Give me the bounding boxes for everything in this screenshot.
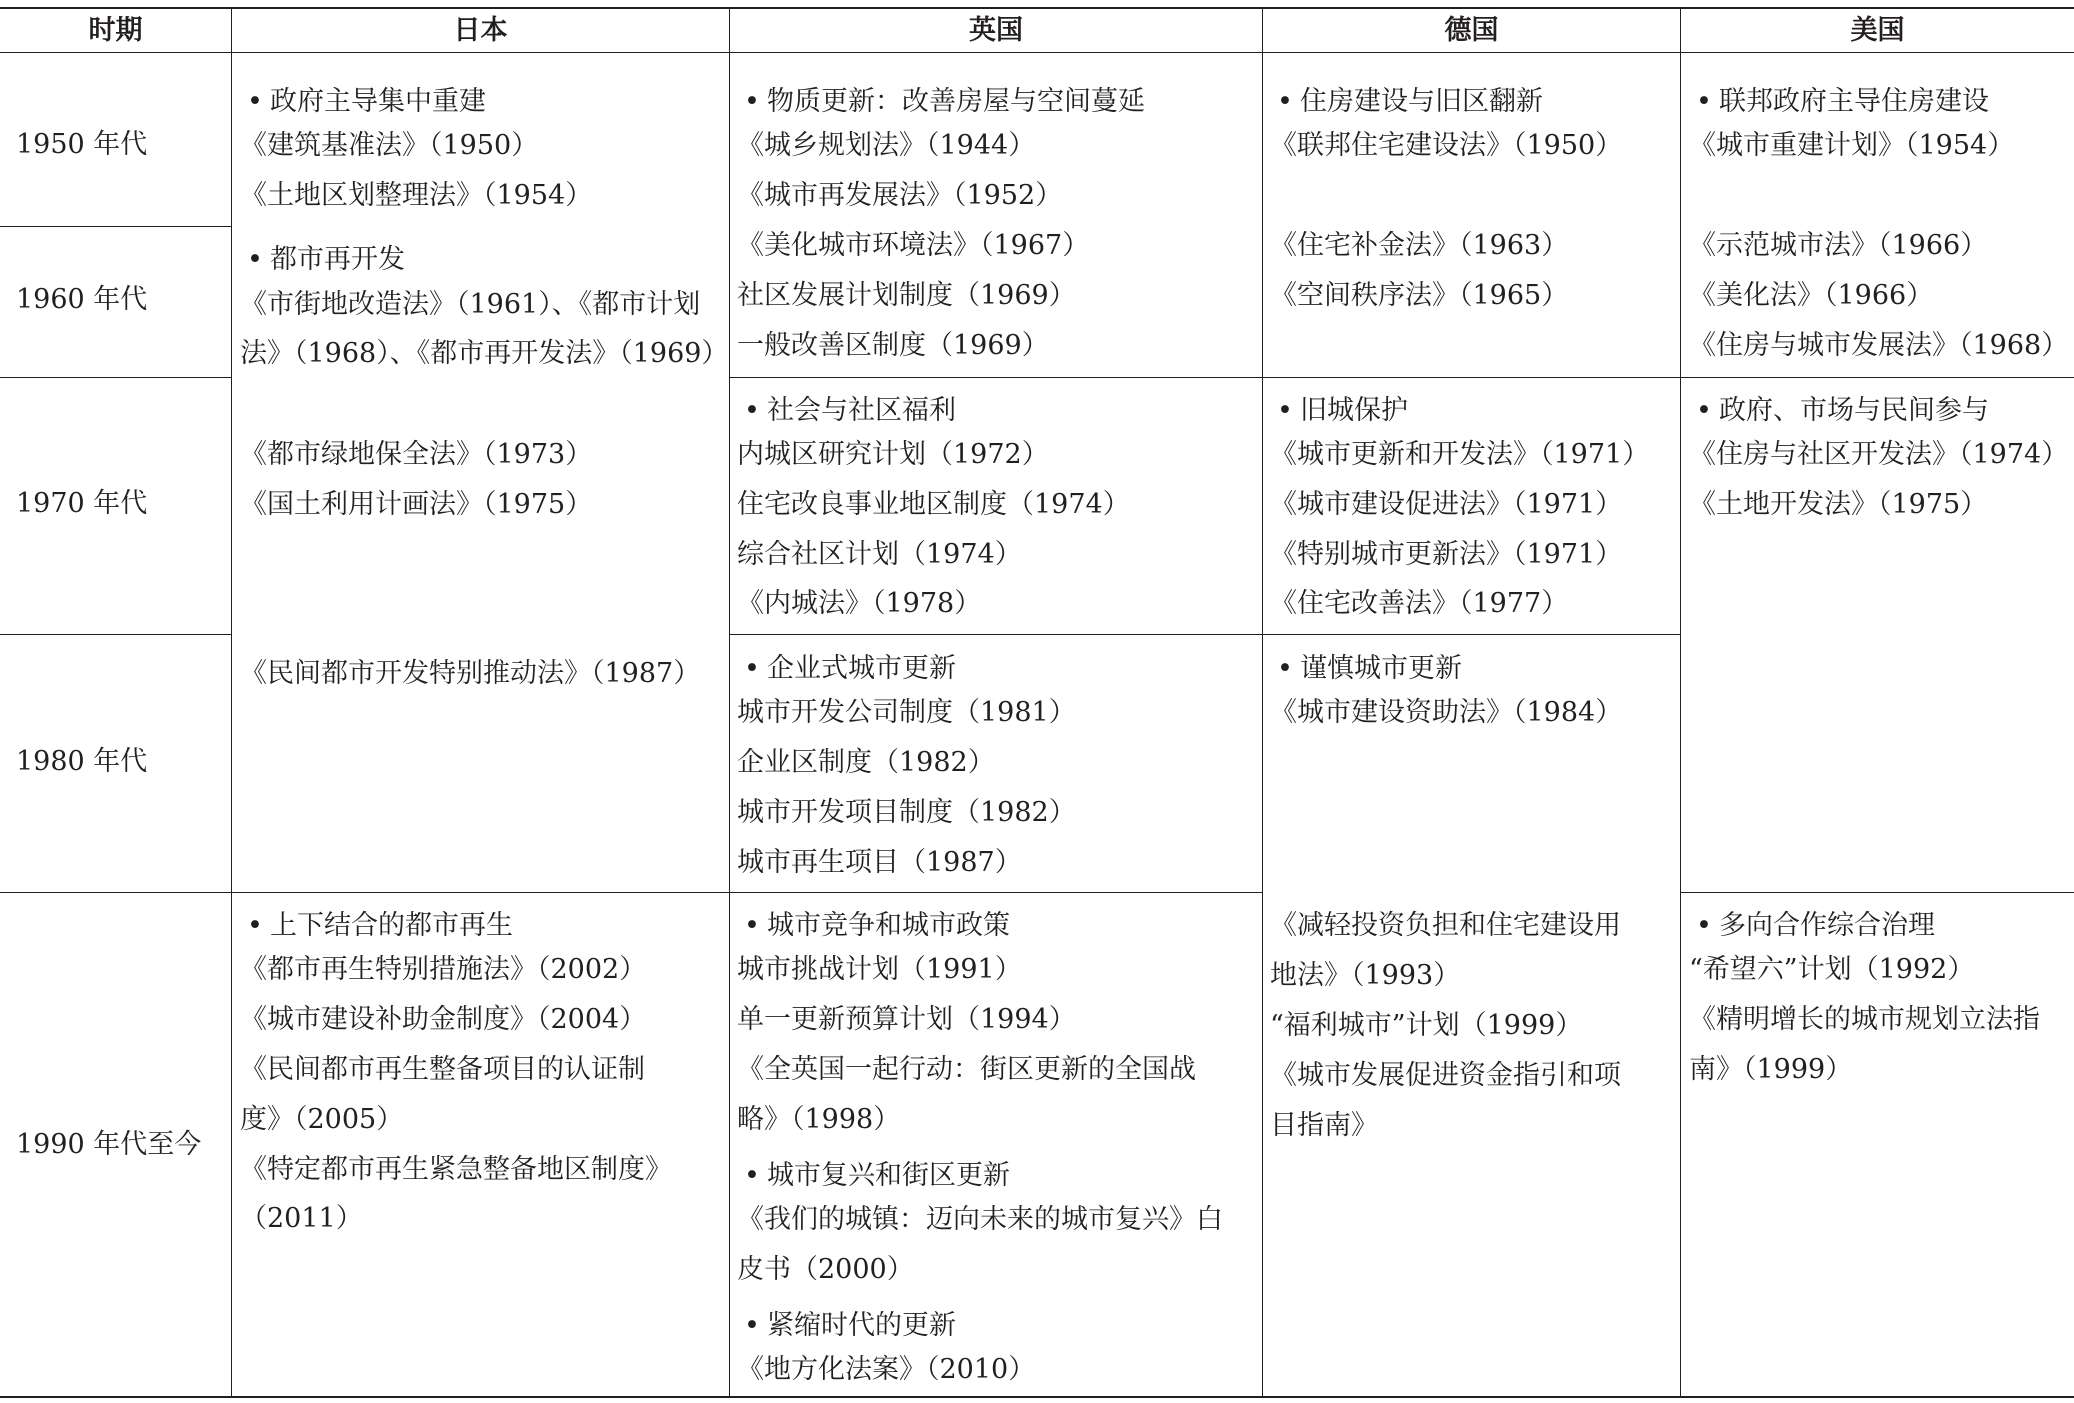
- germany-1990s-item: 《城市发展促进资金指引和项: [1270, 1060, 1621, 1091]
- japan-1970s-item: 《国土利用计画法》（1975）: [240, 489, 593, 520]
- germany-1970s-item: 《住宅改善法》（1977）: [1270, 588, 1569, 619]
- col-rule-2: [729, 9, 730, 1396]
- germany-1970s-item: 《城市更新和开发法》（1971）: [1270, 439, 1650, 470]
- japan-1960s-item: 《市街地改造法》（1961）、《都市计划: [240, 289, 701, 320]
- row-rule-1980-1990-us: [1680, 892, 2074, 893]
- uk-1980s-item: 企业区制度（1982）: [737, 747, 995, 778]
- usa-1990s-item: 南》（1999）: [1689, 1054, 1853, 1085]
- uk-1950s-item: 《城市再发展法》（1952）: [737, 180, 1063, 211]
- header-germany: 德国: [1444, 15, 1499, 46]
- row-rule-1970-1980-uk-de: [729, 634, 1680, 635]
- uk-1990s-item: 《全英国一起行动：街区更新的全国战: [737, 1054, 1196, 1085]
- germany-1960s-item: 《空间秩序法》（1965）: [1270, 280, 1569, 311]
- uk-1990s-theme: • 城市复兴和街区更新: [737, 1161, 1010, 1191]
- germany-1960s-item: 《住宅补金法》（1963）: [1270, 230, 1569, 261]
- japan-1990s-item: （2011）: [240, 1203, 363, 1234]
- japan-1960s-theme: • 都市再开发: [240, 245, 405, 275]
- row-rule-1980-1990-period-jp-uk: [0, 892, 1262, 893]
- japan-1990s-item: 《都市再生特别措施法》（2002）: [240, 954, 647, 985]
- uk-1990s-item: 皮书（2000）: [737, 1254, 914, 1285]
- uk-1990s-item: 城市挑战计划（1991）: [737, 954, 1022, 985]
- germany-1980s-item: 《城市建设资助法》（1984）: [1270, 697, 1623, 728]
- japan-1960s-item: 法》（1968）、《都市再开发法》（1969）: [240, 338, 729, 369]
- uk-1970s-item: 综合社区计划（1974）: [737, 539, 1022, 570]
- header-uk: 英国: [969, 15, 1023, 46]
- germany-1970s-theme: • 旧城保护: [1270, 396, 1408, 426]
- row-rule-1960-1970: [0, 377, 231, 378]
- uk-1990s-item: 《我们的城镇：迈向未来的城市复兴》白: [737, 1204, 1223, 1235]
- row-rule-1950-1960: [0, 226, 231, 227]
- germany-1990s-item: 目指南》: [1270, 1110, 1378, 1141]
- usa-1990s-theme: • 多向合作综合治理: [1689, 911, 1935, 941]
- usa-1950s-theme: • 联邦政府主导住房建设: [1689, 87, 1989, 117]
- uk-1980s-theme: • 企业式城市更新: [737, 654, 956, 684]
- uk-1970s-theme: • 社会与社区福利: [737, 396, 956, 426]
- bottom-rule: [0, 1396, 2074, 1398]
- japan-1950s-item: 《土地区划整理法》（1954）: [240, 180, 593, 211]
- japan-1950s-item: 《建筑基准法》（1950）: [240, 130, 539, 161]
- usa-1990s-item: 《精明增长的城市规划立法指: [1689, 1004, 2040, 1035]
- uk-1990s-item: 略》（1998）: [737, 1104, 901, 1135]
- uk-1990s-theme: • 紧缩时代的更新: [737, 1311, 956, 1341]
- uk-1970s-item: 住宅改良事业地区制度（1974）: [737, 489, 1130, 520]
- period-1950s: 1950 年代: [16, 129, 148, 160]
- japan-1950s-theme: • 政府主导集中重建: [240, 87, 486, 117]
- period-1980s: 1980 年代: [16, 746, 148, 777]
- japan-1990s-item: 《民间都市再生整备项目的认证制: [240, 1054, 645, 1085]
- japan-1970s-item: 《都市绿地保全法》（1973）: [240, 439, 593, 470]
- usa-1960s-item: 《示范城市法》（1966）: [1689, 230, 1988, 261]
- japan-1990s-theme: • 上下结合的都市再生: [240, 911, 513, 941]
- col-rule-4: [1680, 9, 1681, 1396]
- uk-1990s-theme: • 城市竞争和城市政策: [737, 911, 1010, 941]
- japan-1990s-item: 度》（2005）: [240, 1104, 404, 1135]
- period-1970s: 1970 年代: [16, 488, 148, 519]
- uk-1950s-theme: • 物质更新：改善房屋与空间蔓延: [737, 87, 1145, 117]
- germany-1990s-item: 《减轻投资负担和住宅建设用: [1270, 910, 1621, 941]
- row-rule-1970-1980-period: [0, 634, 231, 635]
- usa-1970s-item: 《土地开发法》（1975）: [1689, 489, 1988, 520]
- header-period: 时期: [88, 15, 143, 46]
- uk-1970s-item: 《内城法》（1978）: [737, 588, 982, 619]
- uk-1960s-item: 《美化城市环境法》（1967）: [737, 230, 1090, 261]
- period-1960s: 1960 年代: [16, 284, 148, 315]
- col-rule-1: [231, 9, 232, 1396]
- uk-1990s-item: 单一更新预算计划（1994）: [737, 1004, 1076, 1035]
- germany-1950s-theme: • 住房建设与旧区翻新: [1270, 87, 1543, 117]
- germany-1970s-item: 《城市建设促进法》（1971）: [1270, 489, 1623, 520]
- uk-1960s-item: 社区发展计划制度（1969）: [737, 280, 1076, 311]
- uk-1980s-item: 城市开发公司制度（1981）: [737, 697, 1076, 728]
- germany-1950s-item: 《联邦住宅建设法》（1950）: [1270, 130, 1623, 161]
- japan-1990s-item: 《城市建设补助金制度》（2004）: [240, 1004, 647, 1035]
- germany-1990s-item: 地法》（1993）: [1270, 960, 1461, 991]
- col-rule-3: [1262, 9, 1263, 1396]
- germany-1980s-theme: • 谨慎城市更新: [1270, 654, 1462, 684]
- usa-1950s-item: 《城市重建计划》（1954）: [1689, 130, 2015, 161]
- uk-1960s-item: 一般改善区制度（1969）: [737, 330, 1049, 361]
- uk-1950s-item: 《城乡规划法》（1944）: [737, 130, 1036, 161]
- usa-1960s-item: 《美化法》（1966）: [1689, 280, 1934, 311]
- usa-1960s-item: 《住房与城市发展法》（1968）: [1689, 330, 2069, 361]
- uk-1970s-item: 内城区研究计划（1972）: [737, 439, 1049, 470]
- japan-1980s-item: 《民间都市开发特别推动法》（1987）: [240, 658, 701, 689]
- header-usa: 美国: [1850, 15, 1905, 46]
- uk-1980s-item: 城市再生项目（1987）: [737, 847, 1022, 878]
- germany-1970s-item: 《特别城市更新法》（1971）: [1270, 539, 1623, 570]
- germany-1990s-item: “福利城市”计划（1999）: [1270, 1010, 1583, 1041]
- japan-1990s-item: 《特定都市再生紧急整备地区制度》: [240, 1154, 672, 1185]
- header-rule: [0, 52, 2074, 53]
- header-japan: 日本: [453, 15, 508, 46]
- period-1990s-present: 1990 年代至今: [16, 1129, 202, 1160]
- usa-1990s-item: “希望六”计划（1992）: [1689, 954, 1975, 985]
- row-rule-1960-1970-uk-de-us: [729, 377, 2074, 378]
- usa-1970s-theme: • 政府、市场与民间参与: [1689, 396, 1989, 426]
- top-rule: [0, 7, 2074, 9]
- uk-1980s-item: 城市开发项目制度（1982）: [737, 797, 1076, 828]
- uk-1990s-item: 《地方化法案》（2010）: [737, 1354, 1036, 1385]
- usa-1970s-item: 《住房与社区开发法》（1974）: [1689, 439, 2069, 470]
